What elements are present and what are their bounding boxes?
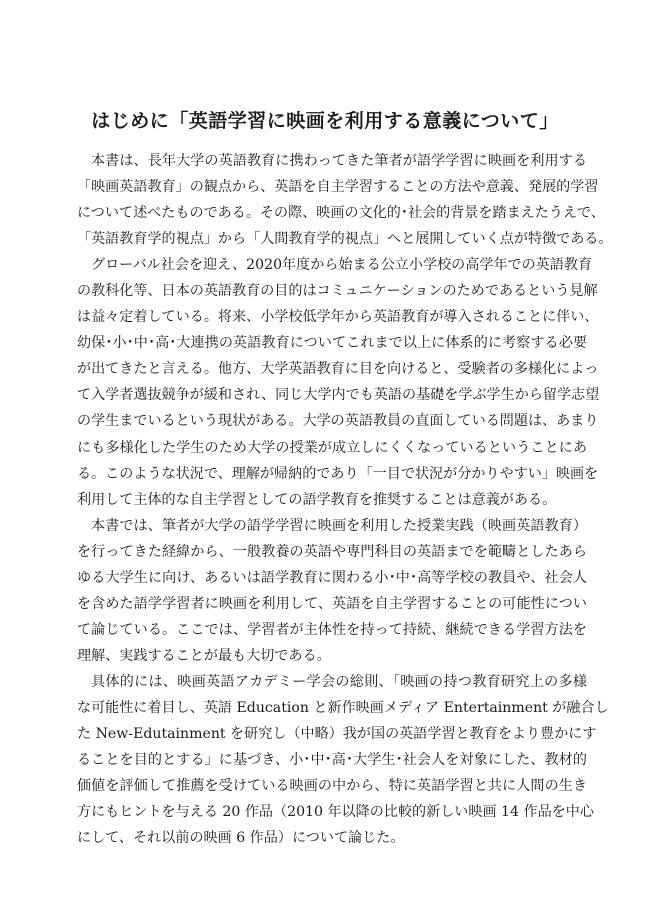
paragraph-line: の教科化等、日本の英語教育の目的はコミュニケーションのためであるという見解 — [77, 283, 598, 300]
paragraph-line: 理解、実践することが最も大切である。 — [77, 647, 331, 664]
paragraph-line: を含めた語学学習者に映画を利用して、英語を自主学習することの可能性につい — [77, 595, 587, 612]
paragraph-line: な可能性に着目し、英語 Education と新作映画メディア Entertainment が融合し — [77, 699, 609, 716]
paragraph-line: て論じている。ここでは、学習者が主体性を持って持続、継続できる学習方法を — [77, 621, 587, 638]
paragraph-line: の学生までいるという現状がある。大学の英語教員の直面している問題は、あまり — [77, 413, 599, 430]
paragraph-line: る。このような状況で、理解が帰納的であり「一目で状況が分かりやすい」映画を — [77, 465, 599, 482]
paragraph-line: た New-Edutainment を研究し（中略）我が国の英語学習と教育をより豊かにす — [77, 726, 597, 743]
paragraph-line: 具体的には、映画英語アカデミー学会の総則、「映画の持つ教育研究上の多様 — [91, 673, 587, 690]
paragraph-line: を行ってきた経緯から、一般教養の英語や専門科目の英語までを範疇としたあら — [77, 543, 587, 560]
paragraph-line: 幼保･小･中･高･大連携の英語教育についてこれまで以上に体系的に考察する必要 — [77, 335, 587, 352]
paragraph-line: て入学者選抜競争が緩和され、同じ大学内でも英語の基礎を学ぶ学生から留学志望 — [77, 387, 600, 404]
paragraph-line: ることを目的とする」に基づき、小･中･高･大学生･社会人を対象にした、教材的 — [77, 752, 587, 769]
paragraph-line: にして、それ以前の映画 6 作品）について論じた。 — [77, 830, 405, 847]
paragraph-line: グローバル社会を迎え、2020年度から始まる公立小学校の高学年での英語教育 — [91, 257, 593, 274]
paragraph-line: 利用して主体的な自主学習としての語学教育を推奨することは意義がある。 — [77, 491, 557, 508]
paragraph-line: は益々定着している。将来、小学校低学年から英語教育が導入されることに伴い、 — [77, 309, 599, 326]
paragraph-line: 本書は、長年大学の英語教育に携わってきた筆者が語学学習に映画を利用する — [91, 153, 587, 169]
paragraph-line: にも多様化した学生のため大学の授業が成立しにくくなっているということにあ — [77, 439, 587, 456]
paragraph-line: 方にもヒントを与える 20 作品（2010 年以降の比較的新しい映画 14 作品を中心 — [77, 804, 594, 821]
paragraph-line: 価値を評価して推薦を受けている映画の中から、特に英語学習と共に人間の生き — [77, 778, 587, 795]
paragraph-line: ゆる大学生に向け、あるいは語学教育に関わる小･中･高等学校の教員や、社会人 — [77, 569, 587, 586]
body-text — [77, 148, 613, 851]
page-title: はじめに「英語学習に映画を利用する意義について」 — [91, 110, 559, 132]
paragraph-line: 「映画英語教育」の観点から、英語を自主学習することの方法や意義、発展的学習 — [77, 179, 599, 196]
paragraph-line: が出てきたと言える。他方、大学英語教育に目を向けると、受験者の多様化によっ — [77, 361, 599, 378]
paragraph-line: 本書では、筆者が大学の語学学習に映画を利用した授業実践（映画英語教育） — [91, 517, 587, 534]
paragraph-line: について述べたものである。その際、映画の文化的･社会的背景を踏まえたうえで、 — [77, 205, 605, 222]
paragraph-line: 「英語教育学的視点」から「人間教育学的視点」へと展開していく点が特徴である。 — [77, 231, 613, 248]
